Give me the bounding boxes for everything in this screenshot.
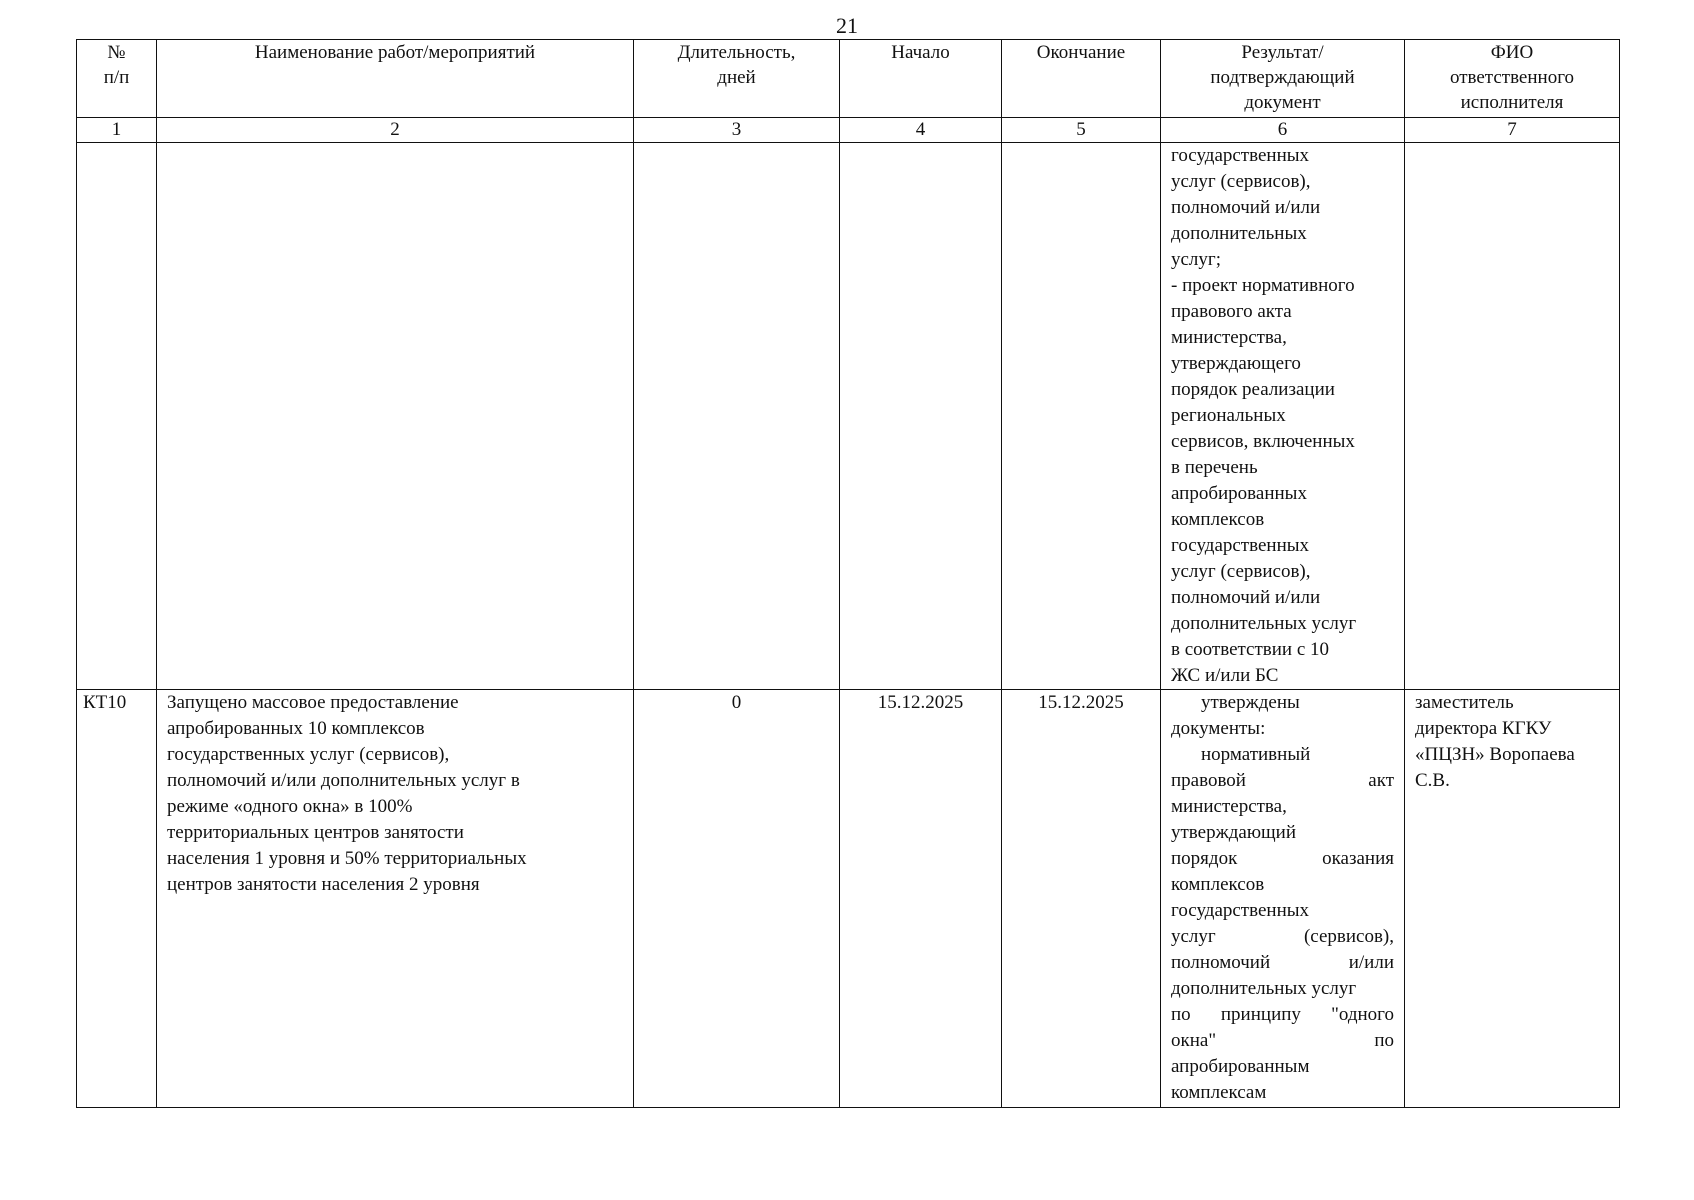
column-number: 2 — [157, 118, 634, 143]
page-number: 21 — [836, 13, 858, 38]
column-number: 6 — [1161, 118, 1405, 143]
work-plan-table — [76, 39, 1620, 1108]
duration-cell: 0 — [634, 690, 840, 1108]
result-line: утверждающий — [1171, 822, 1296, 843]
header-responsible: ФИО ответственного исполнителя — [1405, 40, 1620, 118]
result-line — [1171, 1002, 1394, 1028]
result-line: государственных — [1171, 900, 1310, 921]
result-line — [1171, 846, 1394, 872]
table-row — [77, 143, 1620, 690]
result-line — [1171, 950, 1394, 976]
result-word: услуг — [1171, 926, 1216, 947]
column-number: 3 — [634, 118, 840, 143]
header-start: Начало — [840, 40, 1002, 118]
empty-cell — [634, 143, 840, 690]
result-word: по — [1171, 1004, 1191, 1025]
header-result: Результат/ подтверждающий документ — [1161, 40, 1405, 118]
empty-cell — [1405, 143, 1620, 690]
result-word: правовой — [1171, 770, 1246, 791]
empty-cell — [157, 143, 634, 690]
row-number: КТ10 — [77, 690, 157, 1108]
result-word: полномочий — [1171, 952, 1271, 973]
result-word: принципу — [1220, 1004, 1301, 1025]
result-word: по — [1374, 1030, 1394, 1051]
header-work-name: Наименование работ/мероприятий — [157, 40, 634, 118]
responsible-cell: заместитель директора КГКУ «ПЦЗН» Воропаева С.В. — [1405, 690, 1620, 1108]
result-line — [1171, 924, 1394, 950]
result-line: дополнительных услуг — [1171, 978, 1357, 999]
result-line: министерства, — [1171, 796, 1287, 817]
empty-cell — [77, 143, 157, 690]
empty-cell — [840, 143, 1002, 690]
header-duration: Длительность, дней — [634, 40, 840, 118]
column-number: 7 — [1405, 118, 1620, 143]
result-line: нормативный — [1201, 744, 1311, 765]
result-word: оказания — [1322, 848, 1394, 869]
result-line: документы: — [1171, 718, 1266, 739]
result-word: окна" — [1171, 1030, 1217, 1051]
table-row — [77, 690, 1620, 1108]
header-end: Окончание — [1002, 40, 1161, 118]
result-line: комплексов — [1171, 874, 1265, 895]
result-line — [1171, 768, 1394, 794]
result-cell — [1161, 690, 1405, 1108]
work-name-cell: Запущено массовое предоставление апробированных 10 комплексов государственных услуг (сервисов), полномочий и/или дополнительных услуг в режиме «одного окна» в 100% территориальных центров занятости населения 1 уровня и 50% территориальных центров занятости населения 2 уровня — [157, 690, 634, 1108]
table-header-row — [77, 40, 1620, 118]
result-line — [1171, 1028, 1394, 1054]
header-number: № п/п — [77, 40, 157, 118]
start-date-cell: 15.12.2025 — [840, 690, 1002, 1108]
result-word: и/или — [1348, 952, 1394, 973]
column-number: 5 — [1002, 118, 1161, 143]
result-line: комплексам — [1171, 1082, 1267, 1103]
empty-cell — [1002, 143, 1161, 690]
end-date-cell: 15.12.2025 — [1002, 690, 1161, 1108]
result-cell-continued: государственных услуг (сервисов), полномочий и/или дополнительных услуг; - проект нормативного правового акта министерства, утверждающего порядок реализации региональных сервисов, включенных в перечень апробированных комплексов государственных услуг (сервисов), полномочий и/или дополнительных услуг в соответствии с 10 ЖС и/или БС — [1161, 143, 1405, 690]
column-number: 1 — [77, 118, 157, 143]
result-line: утверждены — [1201, 692, 1300, 713]
result-line: апробированным — [1171, 1056, 1310, 1077]
result-word: акт — [1368, 770, 1394, 791]
column-number-row — [77, 118, 1620, 143]
column-number: 4 — [840, 118, 1002, 143]
result-word: (сервисов), — [1303, 926, 1394, 947]
result-word: "одного — [1331, 1004, 1394, 1025]
result-word: порядок — [1171, 848, 1238, 869]
